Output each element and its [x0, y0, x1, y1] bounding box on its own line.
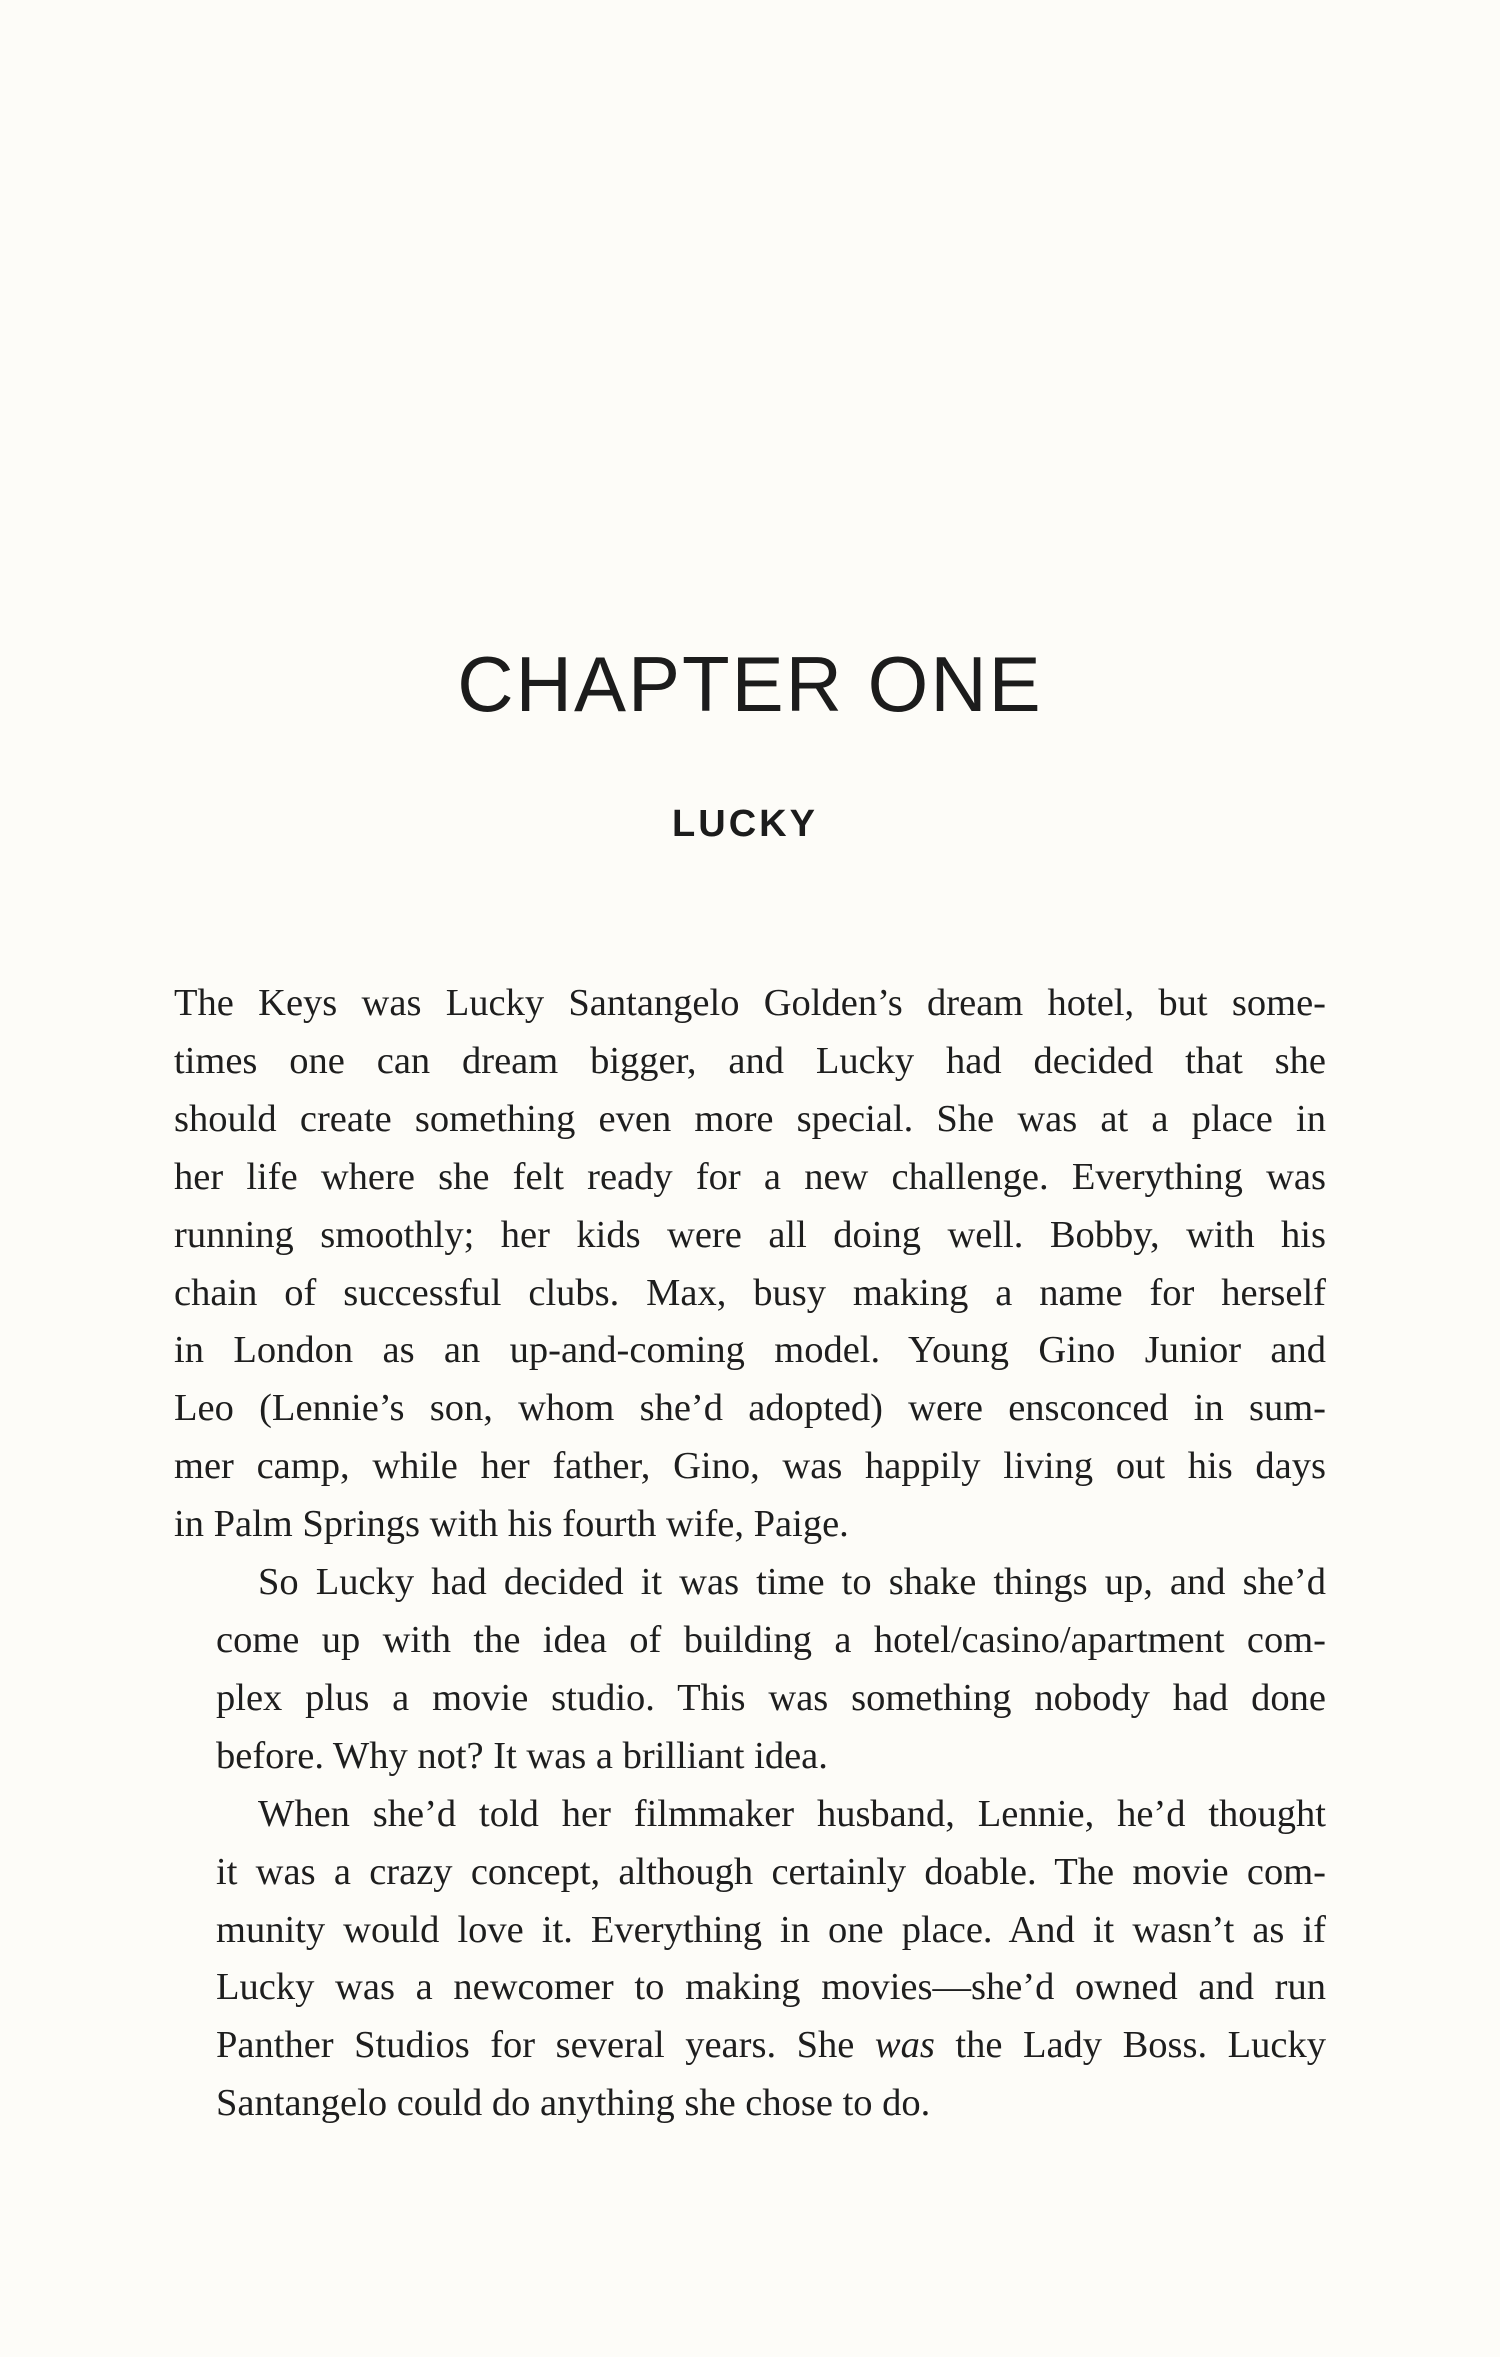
paragraph — [174, 1554, 1326, 1786]
paragraph — [174, 975, 1326, 1554]
text-line: times one can dream bigger, and Lucky had decided that she — [174, 1039, 1326, 1082]
chapter-body — [174, 975, 1326, 2133]
text-line: Lucky was a newcomer to making movies—she’d owned and run — [216, 1966, 1326, 2009]
text-line: in Palm Springs with his fourth wife, Paige. — [174, 1503, 849, 1546]
text-line: mer camp, while her father, Gino, was happily living out his days — [174, 1445, 1326, 1488]
paragraph — [174, 1786, 1326, 2133]
text-line: So Lucky had decided it was time to shake things up, and she’d — [258, 1561, 1326, 1604]
text-line: before. Why not? It was a brilliant idea. — [216, 1734, 828, 1777]
text-line: come up with the idea of building a hotel/casino/apartment com- — [216, 1618, 1326, 1661]
text-line: munity would love it. Everything in one place. And it wasn’t as if — [216, 1908, 1326, 1951]
text-line: in London as an up-and-coming model. Young Gino Junior and — [174, 1329, 1326, 1372]
text-line: Leo (Lennie’s son, whom she’d adopted) were ensconced in sum- — [174, 1387, 1326, 1430]
text-line: Panther Studios for several years. She was the Lady Boss. Lucky — [216, 2024, 1327, 2067]
text-line: When she’d told her filmmaker husband, Lennie, he’d thought — [258, 1792, 1326, 1835]
text-line: chain of successful clubs. Max, busy making a name for herself — [174, 1271, 1326, 1314]
text-line: should create something even more special. She was at a place in — [174, 1097, 1326, 1140]
text-line: Santangelo could do anything she chose to do. — [216, 2082, 931, 2125]
chapter-title: CHAPTER ONE — [457, 640, 1043, 728]
text-line: plex plus a movie studio. This was something nobody had done — [216, 1676, 1326, 1719]
text-line: running smoothly; her kids were all doing well. Bobby, with his — [174, 1213, 1326, 1256]
text-line: The Keys was Lucky Santangelo Golden’s dream hotel, but some- — [174, 982, 1326, 1024]
chapter-narrator-heading: LUCKY — [672, 803, 818, 845]
text-line: her life where she felt ready for a new challenge. Everything was — [174, 1155, 1326, 1198]
text-line: it was a crazy concept, although certainly doable. The movie com- — [216, 1850, 1326, 1893]
